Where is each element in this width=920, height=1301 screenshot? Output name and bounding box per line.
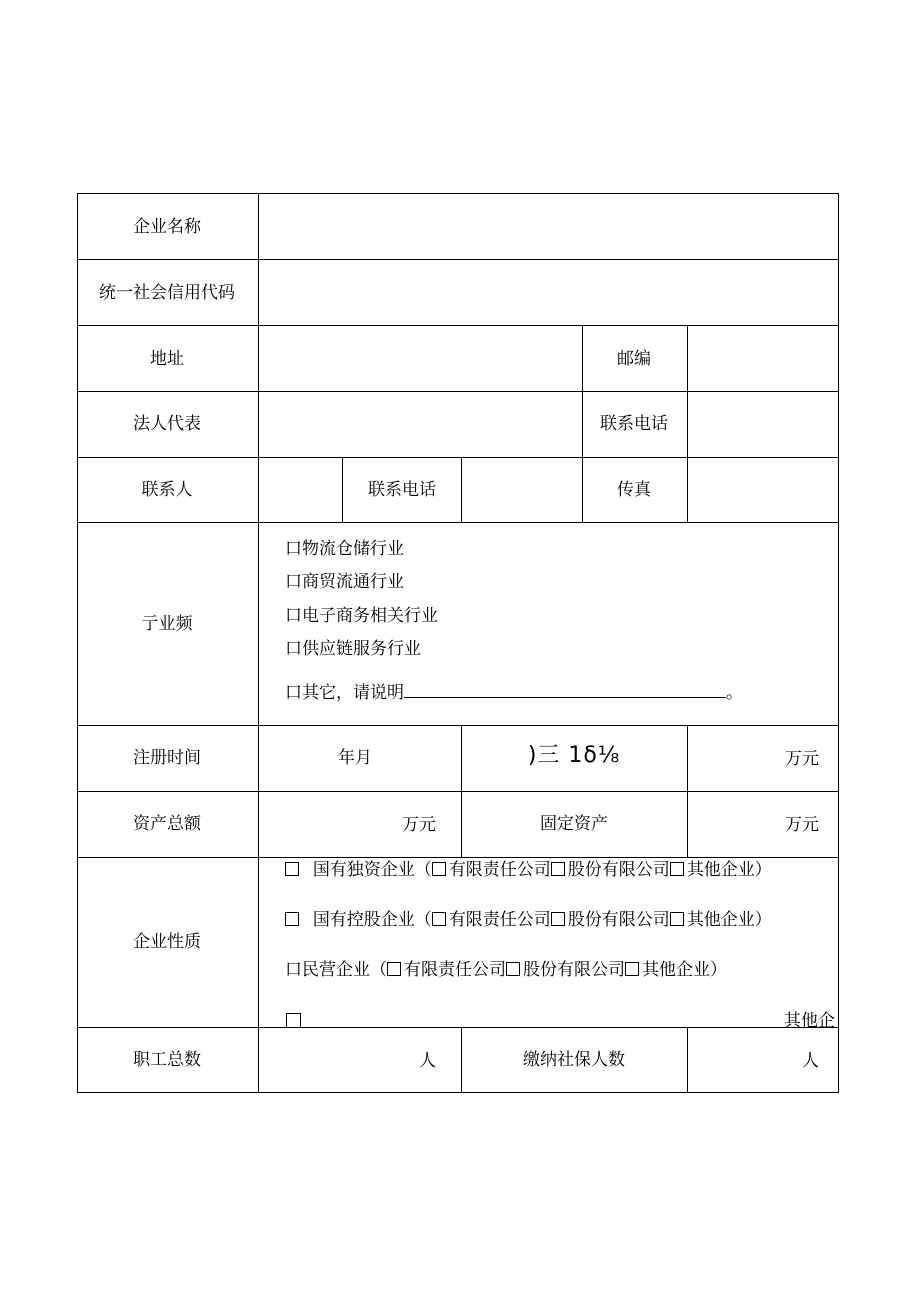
industry-option-ecommerce[interactable]: 口电子商务相关行业: [285, 606, 438, 626]
industry-label: 亍业频: [141, 614, 193, 634]
nature-option-label: 国有独资企业（: [312, 860, 432, 880]
company-name-field[interactable]: [259, 195, 838, 259]
checkbox-icon[interactable]: [432, 912, 446, 926]
fixed-assets-label: 固定资产: [540, 814, 608, 834]
fax-field[interactable]: [688, 458, 838, 522]
legal-phone-field[interactable]: [688, 392, 838, 456]
nature-sub-label: 股份有限公司: [567, 910, 670, 930]
total-assets-label: 资产总额: [133, 814, 201, 834]
nature-option-state-owned[interactable]: [285, 859, 772, 881]
nature-sub-label: 股份有限公司: [523, 960, 625, 980]
industry-option-logistics[interactable]: 口物流仓储行业: [285, 539, 404, 559]
postcode-field[interactable]: [688, 326, 838, 390]
nature-sub-label: 有限责任公司: [448, 910, 551, 930]
contact-label: 联系人: [141, 480, 193, 500]
nature-option-state-controlled[interactable]: [285, 909, 772, 931]
contact-phone-label: 联系电话: [368, 480, 436, 500]
credit-code-label: 统一社会信用代码: [99, 283, 235, 303]
contact-phone-field[interactable]: [462, 458, 580, 522]
checkbox-icon[interactable]: [670, 862, 684, 876]
industry-option-trade[interactable]: 口商贸流通行业: [285, 572, 404, 592]
checkbox-icon[interactable]: [432, 862, 446, 876]
checkbox-icon[interactable]: [285, 912, 299, 926]
fax-label: 传真: [617, 480, 651, 500]
nature-sub-label: 股份有限公司: [567, 860, 670, 880]
reg-capital-label: )三 1δ⅛: [527, 743, 621, 768]
industry-option-supply-chain[interactable]: 口供应链服务行业: [285, 639, 421, 659]
nature-sub-label: 其他企业）: [686, 910, 772, 930]
industry-option-other[interactable]: [285, 681, 743, 704]
nature-sub-label: 其他企业）: [686, 860, 772, 880]
insured-unit[interactable]: 人: [802, 1051, 819, 1071]
nature-option-private[interactable]: [285, 959, 727, 981]
postcode-label: 邮编: [617, 349, 651, 369]
checkbox-icon[interactable]: [506, 962, 520, 976]
nature-sub-label: 其他企业）: [642, 960, 727, 980]
nature-other-text: 其他企: [784, 1011, 835, 1031]
reg-time-unit[interactable]: 年月: [338, 748, 372, 768]
insured-label: 缴纳社保人数: [523, 1050, 625, 1070]
contact-field[interactable]: [259, 458, 341, 522]
checkbox-icon[interactable]: [670, 912, 684, 926]
checkbox-icon[interactable]: [551, 862, 565, 876]
reg-time-label: 注册时间: [133, 748, 201, 768]
employees-label: 职工总数: [133, 1050, 201, 1070]
nature-sub-label: 有限责任公司: [404, 960, 506, 980]
address-label: 地址: [150, 349, 184, 369]
checkbox-glyph[interactable]: 口: [285, 960, 302, 980]
industry-other-blank[interactable]: [404, 681, 726, 698]
nature-other-checkbox[interactable]: [286, 1013, 301, 1027]
address-field[interactable]: [259, 326, 581, 390]
legal-phone-label: 联系电话: [600, 414, 668, 434]
industry-other-suffix: 。: [726, 683, 743, 703]
nature-option-label: 国有控股企业（: [312, 910, 432, 930]
nature-label: 企业性质: [133, 932, 201, 952]
legal-rep-label: 法人代表: [133, 414, 201, 434]
checkbox-icon[interactable]: [551, 912, 565, 926]
nature-option-label: 民营企业（: [302, 960, 387, 980]
fixed-assets-unit[interactable]: 万元: [785, 815, 819, 835]
company-name-label: 企业名称: [133, 217, 201, 237]
total-assets-unit[interactable]: 万元: [402, 815, 436, 835]
industry-other-prefix: 口其它，请说明: [285, 683, 404, 703]
checkbox-icon[interactable]: [285, 862, 299, 876]
credit-code-field[interactable]: [259, 260, 838, 324]
employees-unit[interactable]: 人: [419, 1051, 436, 1071]
reg-capital-unit[interactable]: 万元: [785, 749, 819, 769]
checkbox-icon[interactable]: [387, 962, 401, 976]
checkbox-icon[interactable]: [625, 962, 639, 976]
nature-sub-label: 有限责任公司: [448, 860, 551, 880]
legal-rep-field[interactable]: [259, 392, 581, 456]
